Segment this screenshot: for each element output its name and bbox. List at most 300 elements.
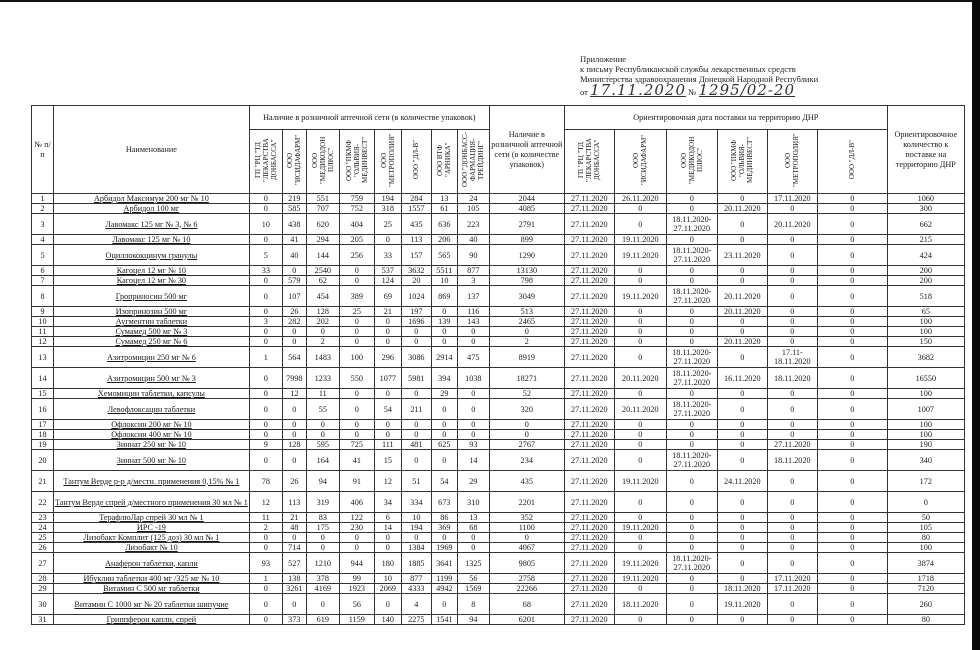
row-number: 30: [32, 594, 54, 615]
delivery-date-cell: 19.11.2020: [614, 286, 666, 307]
total-stock-cell: 352: [489, 513, 564, 523]
stock-cell: 2069: [374, 584, 401, 594]
stock-cell: 369: [431, 523, 457, 533]
row-number: 4: [32, 235, 54, 245]
delivery-date-cell: 27.11.2020: [564, 307, 614, 317]
delivery-date-cell: 0: [717, 389, 767, 399]
supplier-name: ООО "ПКМФ "ОЛЬВИЯ-МЕДИНВЕСТ": [344, 136, 369, 184]
stock-cell: 0: [282, 337, 306, 347]
stock-cell: 0: [339, 430, 374, 440]
delivery-date-cell: 0: [666, 337, 717, 347]
stock-cell: 202: [306, 317, 339, 327]
stock-cell: 1696: [401, 317, 431, 327]
stock-cell: 12: [282, 389, 306, 399]
delivery-qty-cell: 80: [887, 615, 964, 625]
medicine-name: Азитромицин 500 мг № 3: [54, 368, 250, 389]
delivery-date-cell: 0: [614, 513, 666, 523]
stock-cell: 0: [401, 430, 431, 440]
delivery-date-cell: 0: [666, 389, 717, 399]
delivery-qty-cell: 260: [887, 594, 964, 615]
delivery-date-cell: 0: [614, 337, 666, 347]
stock-cell: 0: [374, 327, 401, 337]
row-number: 23: [32, 513, 54, 523]
delivery-date-cell: 0: [767, 533, 817, 543]
stock-cell: 15: [374, 450, 401, 471]
row-number: 26: [32, 543, 54, 553]
delivery-date-cell: 0: [717, 533, 767, 543]
stock-cell: 0: [339, 543, 374, 553]
letter-reference: к письму Республиканской службы лекарственных средств: [580, 64, 796, 74]
delivery-date-cell: 27.11.2020: [564, 399, 614, 420]
row-number: 28: [32, 574, 54, 584]
stock-cell: 0: [249, 204, 282, 214]
stock-cell: 0: [282, 327, 306, 337]
total-stock-cell: 2044: [489, 194, 564, 204]
col-header-date-supplier: [817, 130, 887, 194]
delivery-date-cell: 0: [767, 389, 817, 399]
stock-cell: 4942: [431, 584, 457, 594]
stock-cell: 0: [249, 327, 282, 337]
delivery-date-cell: 0: [817, 266, 887, 276]
stock-cell: 0: [374, 594, 401, 615]
medicine-name: ИРС -19: [54, 523, 250, 533]
col-header-stock-supplier: [431, 130, 457, 194]
stock-cell: 0: [282, 420, 306, 430]
row-number: 8: [32, 286, 54, 307]
stock-cell: 0: [374, 420, 401, 430]
delivery-qty-cell: 200: [887, 266, 964, 276]
row-number: 24: [32, 523, 54, 533]
stock-cell: 24: [457, 194, 489, 204]
stock-cell: 29: [457, 471, 489, 492]
medicine-name: Кагоцел 12 мг № 10: [54, 266, 250, 276]
delivery-date-cell: 17.11.2020: [767, 194, 817, 204]
row-number: 13: [32, 347, 54, 368]
delivery-date-cell: 18.11.2020-27.11.2020: [666, 347, 717, 368]
stock-cell: 0: [374, 543, 401, 553]
delivery-date-cell: 0: [817, 399, 887, 420]
stock-cell: 100: [339, 347, 374, 368]
stock-cell: 877: [457, 266, 489, 276]
table-row: [32, 513, 965, 523]
col-header-date-supplier: [564, 130, 614, 194]
delivery-date-cell: 0: [767, 245, 817, 266]
stock-cell: 0: [249, 615, 282, 625]
delivery-date-cell: 0: [717, 327, 767, 337]
delivery-date-cell: 0: [817, 594, 887, 615]
delivery-date-cell: 0: [767, 204, 817, 214]
delivery-date-cell: 0: [717, 574, 767, 584]
stock-cell: 124: [374, 276, 401, 286]
total-stock-cell: 513: [489, 307, 564, 317]
stock-cell: 41: [282, 235, 306, 245]
stock-cell: 0: [457, 533, 489, 543]
delivery-date-cell: 0: [817, 317, 887, 327]
delivery-date-cell: 0: [717, 194, 767, 204]
medicine-name: Витамин С 1000 мг № 20 таблетки шипучие: [54, 594, 250, 615]
handwritten-number: 1295/02-20: [698, 81, 795, 99]
delivery-qty-cell: 662: [887, 214, 964, 235]
delivery-date-cell: 0: [767, 430, 817, 440]
delivery-qty-cell: 80: [887, 533, 964, 543]
delivery-date-cell: 0: [666, 594, 717, 615]
document-header-note: [580, 54, 818, 97]
stock-cell: 12: [249, 492, 282, 513]
table-row: [32, 347, 965, 368]
supplier-name: ГП "РЦ "ТД "ЛЕКАРСТВА ДОНБАССА": [253, 138, 278, 182]
stock-cell: 13: [431, 194, 457, 204]
stock-cell: 435: [401, 214, 431, 235]
stock-cell: 527: [282, 553, 306, 574]
stock-cell: 5: [249, 245, 282, 266]
stock-cell: 2275: [401, 615, 431, 625]
total-stock-cell: 68: [489, 594, 564, 615]
stock-cell: 9: [249, 440, 282, 450]
table-row: [32, 533, 965, 543]
delivery-date-cell: 18.11.2020-27.11.2020: [666, 399, 717, 420]
medicine-name: Витамин С 500 мг таблетки: [54, 584, 250, 594]
stock-cell: 93: [249, 553, 282, 574]
stock-cell: 310: [457, 492, 489, 513]
delivery-date-cell: 27.11.2020: [564, 347, 614, 368]
stock-cell: 318: [374, 204, 401, 214]
stock-cell: 0: [282, 594, 306, 615]
table-row: [32, 430, 965, 440]
stock-cell: 877: [401, 574, 431, 584]
delivery-date-cell: 0: [767, 615, 817, 625]
stock-cell: 0: [401, 533, 431, 543]
stock-cell: 4333: [401, 584, 431, 594]
total-stock-cell: 798: [489, 276, 564, 286]
total-stock-cell: 0: [489, 420, 564, 430]
stock-cell: 11: [249, 513, 282, 523]
delivery-date-cell: 0: [767, 420, 817, 430]
delivery-date-cell: 0: [614, 214, 666, 235]
table-row: [32, 368, 965, 389]
medicine-name: Оциллококцинум гранулы: [54, 245, 250, 266]
delivery-date-cell: 0: [614, 317, 666, 327]
supplier-name: ООО "ДОНБАСС-ФАРМАЦИЯ-ТРЕЙДИНГ": [461, 132, 486, 188]
stock-cell: 1: [249, 347, 282, 368]
stock-cell: 0: [457, 389, 489, 399]
stock-cell: 296: [374, 347, 401, 368]
table-row: [32, 389, 965, 399]
stock-cell: 94: [306, 471, 339, 492]
stock-cell: 11: [306, 389, 339, 399]
stock-cell: 230: [339, 523, 374, 533]
stock-cell: 0: [374, 430, 401, 440]
delivery-date-cell: 19.11.2020: [614, 523, 666, 533]
stock-cell: 2914: [431, 347, 457, 368]
stock-cell: 194: [401, 523, 431, 533]
col-header-stock-supplier: [374, 130, 401, 194]
stock-cell: 94: [457, 615, 489, 625]
delivery-date-cell: 0: [666, 235, 717, 245]
delivery-date-cell: 0: [717, 214, 767, 235]
medicine-name: Лавомакс 125 мг № 10: [54, 235, 250, 245]
stock-cell: 0: [249, 450, 282, 471]
row-number: 31: [32, 615, 54, 625]
delivery-qty-cell: 1718: [887, 574, 964, 584]
table-row: [32, 471, 965, 492]
stock-cell: 759: [339, 194, 374, 204]
medicine-name: ТерафлюЛар спрей 30 мл № 1: [54, 513, 250, 523]
stock-cell: 1557: [401, 204, 431, 214]
delivery-date-cell: 0: [666, 440, 717, 450]
row-number: 1: [32, 194, 54, 204]
stock-cell: 4169: [306, 584, 339, 594]
stock-cell: 0: [431, 450, 457, 471]
delivery-date-cell: 0: [767, 492, 817, 513]
table-row: [32, 399, 965, 420]
delivery-date-cell: 0: [717, 276, 767, 286]
delivery-date-cell: 20.11.2020: [717, 307, 767, 317]
stock-cell: 211: [401, 399, 431, 420]
stock-cell: 26: [282, 471, 306, 492]
delivery-date-cell: 16.11.2020: [717, 368, 767, 389]
delivery-date-cell: 0: [666, 420, 717, 430]
total-stock-cell: 899: [489, 235, 564, 245]
delivery-date-cell: 27.11.2020: [564, 594, 614, 615]
total-stock-cell: 22266: [489, 584, 564, 594]
delivery-date-cell: 0: [817, 286, 887, 307]
stock-cell: 294: [306, 235, 339, 245]
stock-cell: 111: [374, 440, 401, 450]
medicine-name: Гриппферон капли, спрей: [54, 615, 250, 625]
medicine-name: Лавомакс 125 мг № 3, № 6: [54, 214, 250, 235]
stock-cell: 25: [339, 307, 374, 317]
stock-cell: 2: [306, 337, 339, 347]
stock-cell: 8: [457, 594, 489, 615]
delivery-date-cell: 27.11.2020: [564, 266, 614, 276]
stock-cell: 54: [431, 471, 457, 492]
delivery-date-cell: 27.11.2020: [564, 450, 614, 471]
delivery-qty-cell: 65: [887, 307, 964, 317]
stock-cell: 164: [306, 450, 339, 471]
medicine-supply-table: [31, 105, 965, 625]
stock-cell: 219: [282, 194, 306, 204]
row-number: 18: [32, 430, 54, 440]
delivery-date-cell: 0: [817, 615, 887, 625]
stock-cell: 1384: [401, 543, 431, 553]
stock-cell: 5511: [431, 266, 457, 276]
stock-cell: 3632: [401, 266, 431, 276]
stock-cell: 0: [282, 450, 306, 471]
delivery-qty-cell: 100: [887, 420, 964, 430]
delivery-qty-cell: 1007: [887, 399, 964, 420]
total-stock-cell: 320: [489, 399, 564, 420]
delivery-date-cell: 27.11.2020: [564, 327, 614, 337]
table-row: [32, 574, 965, 584]
delivery-date-cell: 0: [817, 492, 887, 513]
table-row: [32, 337, 965, 347]
delivery-qty-cell: 215: [887, 235, 964, 245]
total-stock-cell: 2767: [489, 440, 564, 450]
stock-cell: 138: [282, 574, 306, 584]
delivery-date-cell: 27.11.2020: [564, 286, 614, 307]
stock-cell: 0: [339, 399, 374, 420]
stock-cell: 122: [339, 513, 374, 523]
row-number: 29: [32, 584, 54, 594]
stock-cell: 3261: [282, 584, 306, 594]
delivery-date-cell: 19.11.2020: [614, 574, 666, 584]
delivery-date-cell: 0: [767, 513, 817, 523]
stock-cell: 0: [339, 420, 374, 430]
delivery-date-cell: 0: [666, 471, 717, 492]
delivery-date-cell: 27.11.2020: [564, 471, 614, 492]
medicine-name: Изопринозин 500 мг: [54, 307, 250, 317]
delivery-date-cell: 27.11.2020: [564, 615, 614, 625]
stock-cell: 0: [431, 533, 457, 543]
stock-cell: 0: [249, 430, 282, 440]
delivery-date-cell: 27.11.2020: [564, 584, 614, 594]
delivery-date-cell: 27.11.2020: [564, 492, 614, 513]
stock-cell: 0: [249, 584, 282, 594]
delivery-date-cell: 27.11.2020: [564, 276, 614, 286]
table-row: [32, 307, 965, 317]
table-row: [32, 327, 965, 337]
stock-cell: 33: [249, 266, 282, 276]
delivery-qty-cell: 300: [887, 204, 964, 214]
row-number: 20: [32, 450, 54, 471]
stock-cell: 180: [374, 553, 401, 574]
delivery-date-cell: 0: [767, 276, 817, 286]
stock-cell: 116: [457, 307, 489, 317]
stock-cell: 1885: [401, 553, 431, 574]
delivery-date-cell: 18.11.2020: [767, 450, 817, 471]
total-stock-cell: 13130: [489, 266, 564, 276]
delivery-date-cell: 27.11.2020: [564, 337, 614, 347]
medicine-name: Левофлоксацин таблетки: [54, 399, 250, 420]
stock-cell: 1199: [431, 574, 457, 584]
stock-cell: 139: [431, 317, 457, 327]
delivery-date-cell: 0: [614, 430, 666, 440]
delivery-date-cell: 18.11.2020-27.11.2020: [666, 450, 717, 471]
stock-cell: 0: [401, 389, 431, 399]
stock-cell: 475: [457, 347, 489, 368]
row-number: 27: [32, 553, 54, 574]
delivery-date-cell: 17.11-18.11.2020: [767, 347, 817, 368]
row-number: 5: [32, 245, 54, 266]
stock-cell: 636: [431, 214, 457, 235]
stock-cell: 0: [306, 594, 339, 615]
stock-cell: 0: [374, 533, 401, 543]
stock-cell: 69: [374, 286, 401, 307]
delivery-date-cell: 20.11.2020: [767, 214, 817, 235]
delivery-qty-cell: 100: [887, 543, 964, 553]
date-number-line: [580, 81, 818, 99]
medicine-name: Хемомицин таблетки, капсулы: [54, 389, 250, 399]
stock-cell: 595: [306, 440, 339, 450]
delivery-date-cell: 27.11.2020: [564, 430, 614, 440]
delivery-date-cell: 0: [666, 327, 717, 337]
stock-cell: 2540: [306, 266, 339, 276]
date-prefix: от: [580, 87, 588, 97]
row-number: 15: [32, 389, 54, 399]
stock-cell: 128: [282, 440, 306, 450]
delivery-date-cell: 0: [717, 430, 767, 440]
stock-cell: 0: [339, 533, 374, 543]
medicine-name: Лизобакт № 10: [54, 543, 250, 553]
delivery-date-cell: 0: [614, 543, 666, 553]
table-row: [32, 194, 965, 204]
delivery-qty-cell: 100: [887, 430, 964, 440]
stock-cell: 107: [282, 286, 306, 307]
stock-cell: 1923: [339, 584, 374, 594]
delivery-qty-cell: 100: [887, 389, 964, 399]
stock-cell: 0: [431, 430, 457, 440]
row-number: 6: [32, 266, 54, 276]
stock-cell: 1077: [374, 368, 401, 389]
stock-cell: 0: [282, 430, 306, 440]
stock-cell: 157: [401, 245, 431, 266]
delivery-date-cell: 20.11.2020: [717, 286, 767, 307]
appendix-label: Приложение: [580, 54, 627, 64]
stock-cell: 481: [401, 440, 431, 450]
stock-cell: 406: [339, 492, 374, 513]
total-stock-cell: 2: [489, 337, 564, 347]
stock-cell: 86: [431, 513, 457, 523]
stock-cell: 585: [282, 204, 306, 214]
delivery-qty-cell: 3874: [887, 553, 964, 574]
stock-cell: 1024: [401, 286, 431, 307]
stock-cell: 40: [457, 235, 489, 245]
stock-cell: 2: [249, 523, 282, 533]
total-stock-cell: 2791: [489, 214, 564, 235]
stock-cell: 1159: [339, 615, 374, 625]
supplier-name: ООО "МЕТРОПОЛИЯ": [379, 133, 396, 187]
stock-cell: 0: [339, 389, 374, 399]
delivery-date-cell: 0: [614, 327, 666, 337]
total-stock-cell: 9805: [489, 553, 564, 574]
medicine-name: Анаферон таблетки, капли: [54, 553, 250, 574]
stock-cell: 197: [401, 307, 431, 317]
delivery-date-cell: 0: [666, 523, 717, 533]
stock-cell: 194: [374, 194, 401, 204]
stock-cell: 334: [401, 492, 431, 513]
stock-cell: 1569: [457, 584, 489, 594]
delivery-date-cell: 27.11.2020: [564, 420, 614, 430]
stock-cell: 4: [401, 594, 431, 615]
stock-cell: 0: [339, 337, 374, 347]
delivery-date-cell: 0: [717, 347, 767, 368]
stock-cell: 10: [401, 513, 431, 523]
delivery-date-cell: 27.11.2020: [564, 533, 614, 543]
handwritten-date: 17.11.2020: [590, 81, 686, 99]
delivery-date-cell: 0: [614, 584, 666, 594]
delivery-date-cell: 0: [717, 553, 767, 574]
table-row: [32, 266, 965, 276]
delivery-date-cell: 27.11.2020: [564, 194, 614, 204]
stock-cell: 99: [339, 574, 374, 584]
delivery-date-cell: 0: [767, 337, 817, 347]
delivery-date-cell: 19.11.2020: [614, 553, 666, 574]
stock-cell: 0: [306, 543, 339, 553]
medicine-name: Офлоксин 400 мг № 10: [54, 430, 250, 440]
stock-cell: 3641: [431, 553, 457, 574]
stock-cell: 0: [249, 533, 282, 543]
delivery-date-cell: 18.11.2020: [767, 368, 817, 389]
stock-cell: 0: [374, 389, 401, 399]
delivery-date-cell: 27.11.2020: [564, 553, 614, 574]
ministry-name: Министерства здравоохранения Донецкой Народной Республики: [580, 74, 819, 84]
delivery-date-cell: 0: [717, 420, 767, 430]
table-row: [32, 584, 965, 594]
stock-cell: 0: [249, 543, 282, 553]
stock-cell: 0: [339, 327, 374, 337]
delivery-date-cell: 0: [666, 574, 717, 584]
stock-cell: 256: [339, 245, 374, 266]
